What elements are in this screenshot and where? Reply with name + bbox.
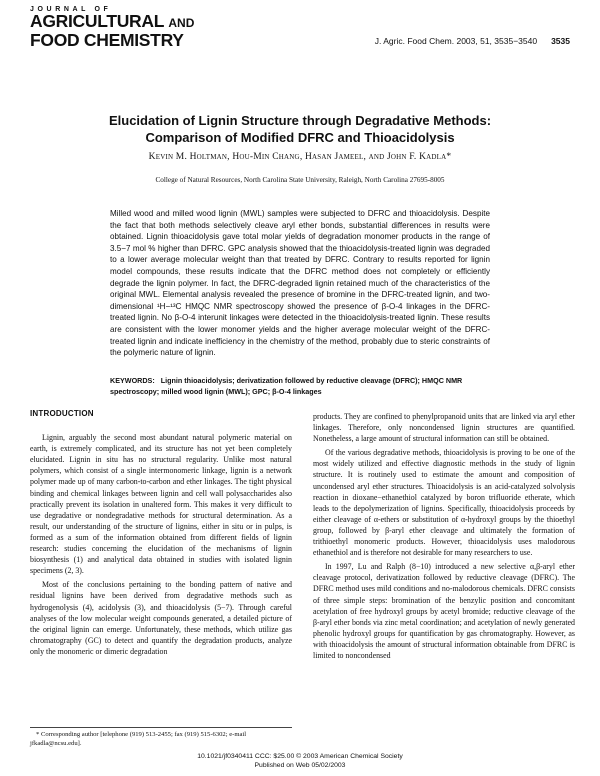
body-paragraph: Lignin, arguably the second most abundant natural polymeric material on earth, is extremely complicated, and its structure has not yet been completely elucidated. Lignin in situ has no structural regularity. Unlike most natural polymers, which consist of a single intermonomeric linkage, lignin is a network polymer made up of many carbon-to-carbon and ether linkages. The tight physical binding and chemical linkages between lignin and cell wall polysaccharides also practically prevent its isolation in unaltered form. This makes it very difficult to use degradative or nondegradative methods for structural determination. As a result, our understanding of the structure of lignins, either in situ or in pulps, is formed as a sum of the information obtained from different fields of lignin research: studies concerning the elucidation of the mechanisms of lignin biosynthesis (1) and analytical data obtained in studies with isolated lignin specimens (2, 3). (30, 433, 292, 576)
footnote-text: * Corresponding author [telephone (919) 513-2455; fax (919) 515-6302; e-mail jfkadla@ncsu.edu]. (30, 731, 247, 747)
masthead-food-chemistry: FOOD CHEMISTRY (30, 30, 184, 50)
corresponding-author-footnote (30, 727, 292, 748)
body-paragraph: Most of the conclusions pertaining to the bonding pattern of native and residual lignins have been derived from degradative methods such as hydrogenolysis (4), acidolysis (3), and thioacidolysis (5−7). Through careful analyses of the low molecular weight compounds generated, a detailed picture of the original lignin can emerge. Unfortunately, these methods, which utilize gas chromatography (GC) to detect and quantify the degradation products, analyze only the monomeric or dimeric degradation (30, 580, 292, 656)
body-paragraph: Of the various degradative methods, thioacidolysis is proving to be one of the most widely utilized and effective diagnostic methods in the study of lignin structure. It is routinely used to estimate the amount and composition of uncondensed aryl ether structures. Thioacidolysis is an acid-catalyzed solvolysis reaction in dioxane−ethanethiol catalyzed by boron trifluoride etherate, which leads to the depolymerization of lignins. Specifically, thioacidolysis proceeds by either cleavage of α-ethers or substitution of α-hydroxyl groups by the thioethyl group, followed by β-aryl ether cleavage and ultimately the formation of trithioethyl monomeric products. However, thioacidolysis uses malodorous ethanethiol and is therefore not desirable for many researchers to use. (313, 448, 575, 558)
page-footer (0, 752, 600, 770)
left-column (30, 408, 292, 657)
citation-header (375, 36, 570, 46)
article-title (40, 112, 560, 146)
keywords-text: Lignin thioacidolysis; derivatization followed by reductive cleavage (DFRC); HMQC NMR spectroscopy; milled wood lignin (MWL); GPC; β-O-4 linkages (110, 376, 463, 397)
introduction-heading: INTRODUCTION (30, 409, 94, 418)
journal-masthead (30, 6, 240, 49)
citation-reference: J. Agric. Food Chem. 2003, 51, 3535−3540 (374, 36, 538, 46)
article-title-line2: Comparison of Modified DFRC and Thioacidolysis (145, 130, 455, 145)
footer-published-line: Published on Web 05/02/2003 (254, 762, 346, 769)
footer-doi-line: 10.1021/jf0340411 CCC: $25.00 © 2003 American Chemical Society (197, 753, 403, 760)
masthead-agricultural-word: AGRICULTURAL (30, 11, 164, 31)
article-title-line1: Elucidation of Lignin Structure through Degradative Methods: (108, 113, 492, 128)
abstract: Milled wood and milled wood lignin (MWL) samples were subjected to DFRC and thioacidolysis. Despite the fact that both methods selectively cleave aryl ether bonds, substantial differences in results were obtained. Lignin thioacidolysis gave total molar yields of degradation monomer products in the range of 3.5−7 mol % higher than DFRC. GPC analysis showed that the thioacidolysis-treated lignin was degraded to a lower average molecular weight than that treated by DFRC. Contrary to results reported for lignin model compounds, these results indicate that the DFRC method does not completely or efficiently degrade the lignin polymer. In fact, the DFRC-degraded lignin retained much of the characteristics of the original MWL. Elemental analysis revealed the presence of bromine in the DFRC-treated lignin, and two-dimensional ¹H−¹³C HMQC NMR spectroscopy showed the presence of β-O-4 linkages in the DFRC-treated lignin. No β-O-4 interunit linkages were detected in the thioacidolysis-treated lignin. These results are consistent with the lower monomer yields and the higher average molecular weight of the DFRC-treated lignin and indicate inefficiency in the chemistry of the method, probably due to steric constraints of the polymeric nature of lignin. (110, 209, 490, 358)
page-number: 3535 (551, 36, 570, 46)
body-paragraph: In 1997, Lu and Ralph (8−10) introduced a new selective α,β-aryl ether cleavage protocol, derivatization followed by reductive cleavage (DFRC). The DFRC method uses mild conditions and no-malodorous chemicals. DFRC consists of three simple steps: bromination of the benzylic position and concomitant acetylation of free hydroxyl groups by acetyl bromide; reductive cleavage of the β-aryl ether bonds via zinc metal coordination; and acetylation of newly generated phenolic hydroxyl groups for quantification by gas chromatography. However, as with thioacidolysis the amount of structural information obtainable from DFRC is limited to noncondensed (313, 562, 575, 660)
keywords (110, 375, 490, 398)
keywords-label: KEYWORDS: (110, 376, 155, 385)
body-paragraph: products. They are confined to phenylpropanoid units that are linked via aryl ether linkages. Therefore, only noncondensed lignin structures are quantified. Nonetheless, a large amount of structural information can still be obtained. (313, 412, 575, 444)
author-list: Kevin M. Holtman, Hou-Min Chang, Hasan Jameel, and John F. Kadla* (148, 152, 452, 162)
masthead-and: AND (168, 16, 195, 30)
affiliation: College of Natural Resources, North Carolina State University, Raleigh, North Carolina 27695-8005 (155, 176, 445, 184)
right-column (313, 411, 575, 661)
masthead-journal-of: JOURNAL OF (30, 6, 112, 13)
